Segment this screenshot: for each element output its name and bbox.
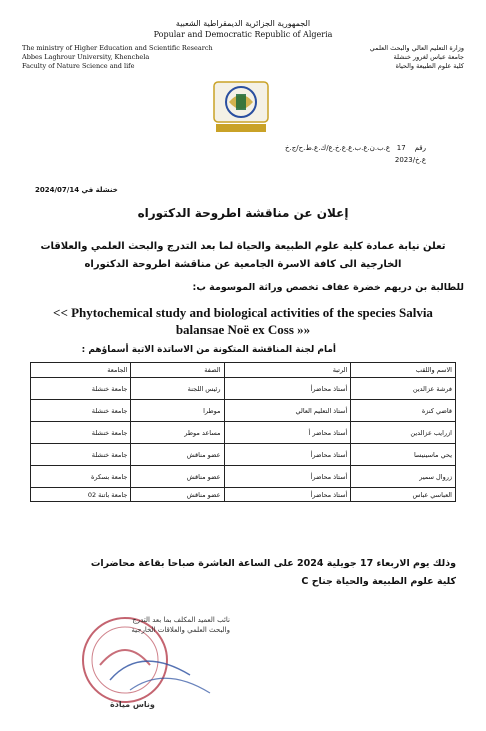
cell-role: رئيس اللجنة <box>131 378 224 400</box>
thesis-title: << Phytochemical study and biological activities of the species Salvia balansae Noë ex Coss »» <box>53 305 433 337</box>
column-header-rank: الرتبة <box>224 363 351 378</box>
signatory-line-2: والبحث العلمي والعلاقات الخارجية <box>131 626 230 634</box>
cell-name: فرشة عزالدين <box>351 378 456 400</box>
table-row <box>31 444 456 466</box>
reference-number: 17 <box>396 144 406 152</box>
cell-university: جامعة خنشلة <box>31 422 131 444</box>
meeting-details <box>26 555 456 591</box>
cell-name: العباسي عباس <box>351 488 456 502</box>
date-line: خنشلة في 2024/07/14 <box>35 186 118 194</box>
cell-rank: أستاذ محاضرأ <box>224 378 351 400</box>
meeting-line-1: وذلك يوم الاربعاء 17 جويلية 2024 على الساعة العاشرة صباحا بقاعة محاضرات <box>90 558 456 569</box>
cell-role: عضو مناقش <box>131 444 224 466</box>
announcement-title: إعلان عن مناقشة اطروحة الدكتوراه <box>137 206 349 220</box>
faculty-arabic: كلية علوم الطبيعة والحياة <box>395 62 464 70</box>
cell-name: قاضي كنزة <box>351 400 456 422</box>
cell-rank: أستاذ محاضرأ <box>224 488 351 502</box>
cell-rank: أستاذ محاضر أ <box>224 422 351 444</box>
cell-rank: أستاذ محاضرأ <box>224 444 351 466</box>
republic-arabic: الجمهورية الجزائرية الديمقراطية الشعبية <box>175 19 311 28</box>
cell-university: جامعة بسكرة <box>31 466 131 488</box>
header-center <box>0 18 486 40</box>
column-header-university: الجامعة <box>31 363 131 378</box>
university-english: Abbes Laghrour University, Khenchela <box>22 53 150 61</box>
reference-block <box>226 142 426 166</box>
faculty-english: Faculty of Nature Science and life <box>22 62 135 70</box>
table-row <box>31 422 456 444</box>
table-header-row <box>31 363 456 378</box>
table-row <box>31 466 456 488</box>
meeting-line-2: كلية علوم الطبيعة والحياة جناح C <box>301 576 456 587</box>
cell-role: موطرا <box>131 400 224 422</box>
header-right-arabic <box>344 44 464 71</box>
cell-role: عضو مناقش <box>131 466 224 488</box>
table-row <box>31 378 456 400</box>
jury-table <box>30 362 456 502</box>
reference-number-label: رقم <box>414 144 426 152</box>
republic-english: Popular and Democratic Republic of Algeria <box>153 30 333 39</box>
cell-university: جامعة خنشلة <box>31 444 131 466</box>
cell-role: عضو مناقش <box>131 488 224 502</box>
university-logo <box>212 80 270 136</box>
ministry-english: The ministry of Higher Education and Scientific Research <box>22 44 213 52</box>
cell-name: ازرايب عزالدين <box>351 422 456 444</box>
signatory-name: وناس ميادة <box>110 700 155 709</box>
cell-name: زروال سمير <box>351 466 456 488</box>
student-line: للطالبة بن دريهم خضرة عفاف تخصص وراثة الموسومة ب: <box>192 282 464 293</box>
table-row <box>31 488 456 502</box>
signatory-line-1: نائب العميد المكلف بما بعد التدرج <box>132 616 230 624</box>
cell-university: جامعة باتنة 02 <box>31 488 131 502</box>
reference-year: ع.خ/2023 <box>394 156 426 164</box>
cell-rank: أستاذ محاضرأ <box>224 466 351 488</box>
table-row <box>31 400 456 422</box>
cell-name: يحي ماسينيسا <box>351 444 456 466</box>
cell-role: مساعد موطر <box>131 422 224 444</box>
university-arabic: جامعة عباس لغرور خنشلة <box>393 53 464 61</box>
column-header-role: الصفة <box>131 363 224 378</box>
reference-code: ع.ب.ن.ع.ب.ع.ع.خ.ع/ك.ع.ط.ح/ج.خ <box>284 144 391 152</box>
column-header-name: الاسم واللقب <box>351 363 456 378</box>
committee-intro: أمام لجنة المناقشة المتكونة من الاساتذة الاتية أسماؤهم : <box>81 345 336 355</box>
signatory-title <box>120 615 230 635</box>
cell-university: جامعة خنشلة <box>31 400 131 422</box>
intro-paragraph: تعلن نيابة عمادة كلية علوم الطبيعة والحياة لما بعد التدرج والبحث العلمي والعلاقات الخارجية الى كافة الاسرة الجامعية عن مناقشة اطروحة الدكتوراه <box>40 241 446 270</box>
header-left-english <box>22 44 232 71</box>
cell-university: جامعة خنشلة <box>31 378 131 400</box>
cell-rank: أستاذ التعليم العالي <box>224 400 351 422</box>
ministry-arabic: وزارة التعليم العالي والبحث العلمي <box>369 44 464 52</box>
reference-number-line <box>226 142 426 154</box>
